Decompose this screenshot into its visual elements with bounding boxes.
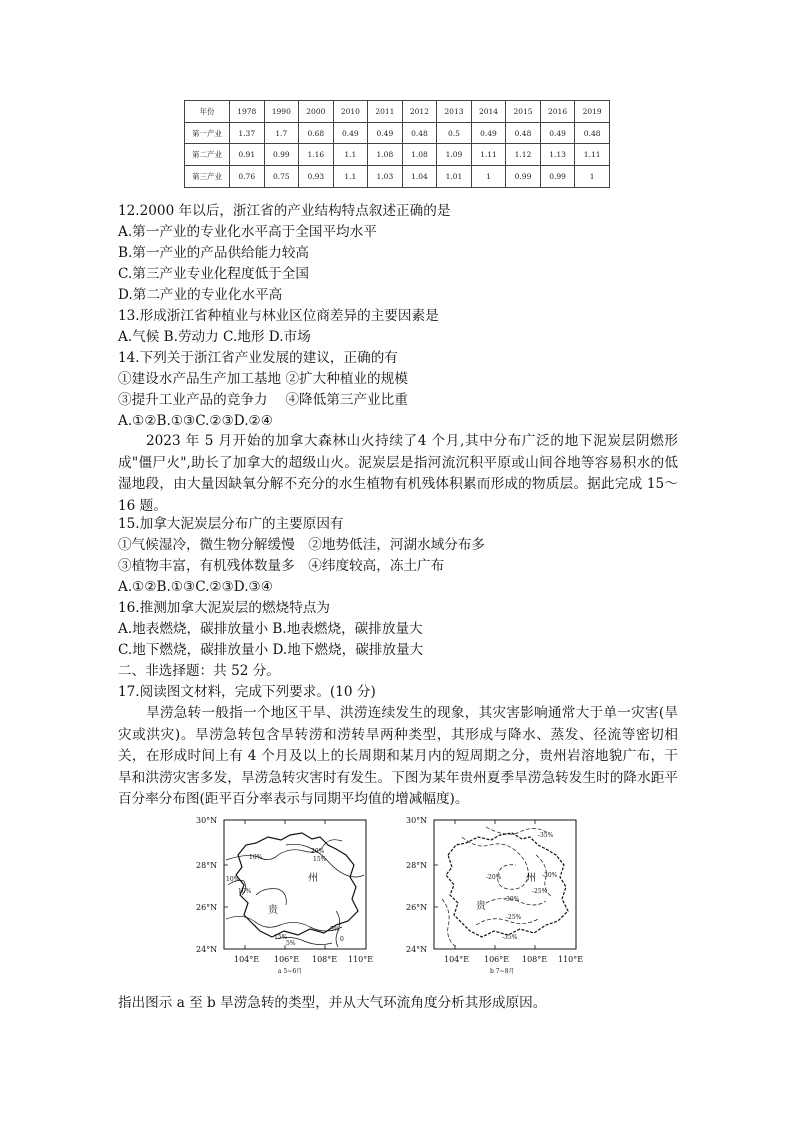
- question-12-stem: 12.2000 年以后，浙江省的产业结构特点叙述正确的是: [118, 203, 451, 219]
- table-cell: 0.48: [575, 122, 610, 144]
- map-a-caption: a 5~6月: [278, 968, 303, 975]
- lon-label: 108°E: [522, 955, 548, 964]
- lon-label: 110°E: [558, 955, 584, 964]
- contour-label: 20%: [311, 848, 325, 855]
- question-12-option-b: B.第一产业的产品供给能力较高: [118, 245, 310, 261]
- table-cell: 1.08: [402, 144, 437, 166]
- precipitation-anomaly-maps: [186, 815, 606, 985]
- question-14-line-2: ③提升工业产品的竞争力 ④降低第三产业比重: [118, 392, 408, 408]
- table-header-cell: 2015: [506, 101, 541, 123]
- map-b-caption: b 7~8月: [490, 968, 515, 975]
- question-13-stem: 13.形成浙江省种植业与林业区位商差异的主要因素是: [118, 308, 439, 324]
- contour-label: -35%: [538, 832, 554, 839]
- question-13-options: A.气候 B.劳动力 C.地形 D.市场: [118, 329, 311, 345]
- question-14-line-1: ①建设水产品生产加工基地 ②扩大种植业的规模: [118, 371, 408, 387]
- contour-label: 15%: [313, 856, 327, 863]
- table-cell: 1: [575, 166, 610, 188]
- lat-label: 28°N: [406, 861, 428, 870]
- table-cell: 0.93: [299, 166, 334, 188]
- question-16-stem: 16.推测加拿大泥炭层的燃烧特点为: [118, 600, 330, 616]
- region-label: 州: [308, 873, 318, 884]
- question-15-line-2: ③植物丰富，有机残体数量多 ④纬度较高，冻土广布: [118, 558, 445, 574]
- industry-quotient-table: [184, 100, 610, 188]
- table-cell: 0.49: [471, 122, 506, 144]
- region-label: 贵: [476, 901, 486, 912]
- region-label: 贵: [268, 905, 278, 916]
- passage-peat-fire: 2023 年 5 月开始的加拿大森林山火持续了4 个月,其中分布广泛的地下泥炭层阴燃形成"僵尸火",助长了加拿大的超级山火。泥炭层是指河流沉积平原或山间谷地等容易积水的低湿地段，由大量因缺氧分解不充分的水生植物有机残体积累而形成的物质层。据此完成 15～16 题。: [118, 433, 678, 514]
- map-b: [406, 816, 583, 975]
- table-cell: 0.49: [540, 122, 575, 144]
- table-cell: 0.48: [402, 122, 437, 144]
- table-cell: 0.48: [506, 122, 541, 144]
- table-cell: 0.68: [299, 122, 334, 144]
- table-header-cell: 2010: [333, 101, 368, 123]
- contour-label: -20%: [486, 874, 502, 881]
- table-row: [185, 166, 610, 188]
- lon-label: 106°E: [484, 955, 510, 964]
- table-cell: 1.16: [299, 144, 334, 166]
- table-header-cell: 2000: [299, 101, 334, 123]
- contour-label: 10%: [238, 888, 252, 895]
- question-15-line-1: ①气候湿冷，微生物分解缓慢 ②地势低洼，河湖水域分布多: [118, 537, 486, 553]
- table-cell: 1.7: [264, 122, 299, 144]
- table-cell: 0.99: [264, 144, 299, 166]
- table-cell: 1.1: [333, 166, 368, 188]
- table-cell: 0.49: [368, 122, 403, 144]
- table-cell: 1.01: [437, 166, 472, 188]
- question-17-stem: 17.阅读图文材料，完成下列要求。(10 分): [118, 684, 376, 700]
- table-cell: 1.1: [333, 144, 368, 166]
- contour-label: -30%: [504, 896, 520, 903]
- table-header-cell: 2013: [437, 101, 472, 123]
- table-cell: 1: [471, 166, 506, 188]
- table-cell: 0.99: [540, 166, 575, 188]
- table-header-cell: 2016: [540, 101, 575, 123]
- row-label: 第二产业: [185, 144, 230, 166]
- lon-label: 110°E: [348, 955, 374, 964]
- lat-label: 26°N: [196, 903, 218, 912]
- guizhou-boundary-b: [446, 833, 568, 937]
- lat-label: 28°N: [196, 861, 218, 870]
- table-header-cell: 2019: [575, 101, 610, 123]
- lat-label: 30°N: [406, 816, 428, 825]
- question-12-option-d: D.第二产业的专业化水平高: [118, 287, 283, 303]
- contour-label: 15%: [274, 934, 288, 941]
- table-row: [185, 144, 610, 166]
- table-header-cell: 年份: [185, 101, 230, 123]
- lat-label: 24°N: [196, 945, 218, 954]
- table-row: [185, 122, 610, 144]
- row-label: 第一产业: [185, 122, 230, 144]
- lon-label: 106°E: [274, 955, 300, 964]
- lon-label: 108°E: [312, 955, 338, 964]
- table-cell: 0.75: [264, 166, 299, 188]
- table-cell: 1.11: [471, 144, 506, 166]
- region-label: 州: [526, 873, 536, 884]
- maps-figure: [186, 815, 606, 985]
- contour-label: -25%: [506, 914, 522, 921]
- lon-label: 104°E: [234, 955, 260, 964]
- contour-label: 5%: [330, 926, 340, 933]
- question-17-task: 指出图示 a 至 b 旱涝急转的类型，并从大气环流角度分析其形成原因。: [118, 995, 547, 1011]
- question-16-line-1: A.地表燃烧，碳排放量小 B.地表燃烧，碳排放量大: [118, 621, 423, 637]
- table-cell: 0.99: [506, 166, 541, 188]
- question-14-options: A.①②B.①③C.②③D.②④: [118, 413, 273, 429]
- table-header-cell: 2011: [368, 101, 403, 123]
- table-header-cell: 2014: [471, 101, 506, 123]
- table-header-cell: 1990: [264, 101, 299, 123]
- question-17-passage: 旱涝急转一般指一个地区干旱、洪涝连续发生的现象，其灾害影响通常大于单一灾害(旱灾或洪灾)。旱涝急转包含旱转涝和涝转旱两种类型，其形成与降水、蒸发、径流等密切相关，在形成时间上有 4 个月及以上的长周期和某月内的短周期之分，贵州岩溶地貌广布，干旱和洪涝灾害多发，旱涝急转灾害时有发生。下图为某年贵州夏季旱涝急转发生时的降水距平百分率分布图(距平百分率表示与同期平均值的增减幅度)。: [118, 705, 678, 807]
- table-cell: 1.11: [575, 144, 610, 166]
- table-cell: 1.37: [230, 122, 265, 144]
- contour-label: -30%: [542, 872, 558, 879]
- question-12-option-c: C.第三产业专业化程度低于全国: [118, 266, 309, 282]
- question-16-line-2: C.地下燃烧，碳排放量小 D.地下燃烧，碳排放量大: [118, 642, 424, 658]
- table-cell: 1.12: [506, 144, 541, 166]
- table-header-row: [185, 101, 610, 123]
- table-cell: 0.5: [437, 122, 472, 144]
- contour-label: -35%: [502, 934, 518, 941]
- table-cell: 0.76: [230, 166, 265, 188]
- question-15-stem: 15.加拿大泥炭层分布广的主要原因有: [118, 516, 344, 532]
- section-heading: 二、非选择题：共 52 分。: [118, 663, 280, 679]
- lon-label: 104°E: [444, 955, 470, 964]
- contour-label: 0: [340, 936, 344, 943]
- table-cell: 0.91: [230, 144, 265, 166]
- table-cell: 1.08: [368, 144, 403, 166]
- lat-label: 26°N: [406, 903, 428, 912]
- contour-label: -25%: [532, 888, 548, 895]
- contour-label: 5%: [286, 940, 296, 947]
- row-label: 第三产业: [185, 166, 230, 188]
- question-15-options: A.①②B.①③C.②③D.③④: [118, 579, 273, 595]
- question-12-option-a: A.第一产业的专业化水平高于全国平均水平: [118, 224, 377, 240]
- table-cell: 0.49: [333, 122, 368, 144]
- contour-label: 10%: [249, 854, 263, 861]
- table-cell: 1.03: [368, 166, 403, 188]
- table-header-cell: 2012: [402, 101, 437, 123]
- map-a: [196, 816, 373, 975]
- table-header-cell: 1978: [230, 101, 265, 123]
- table-cell: 1.04: [402, 166, 437, 188]
- table-cell: 1.13: [540, 144, 575, 166]
- question-14-stem: 14.下列关于浙江省产业发展的建议，正确的有: [118, 350, 398, 366]
- table-cell: 1.09: [437, 144, 472, 166]
- contour-label: 10%: [226, 876, 240, 883]
- lat-label: 30°N: [196, 816, 218, 825]
- lat-label: 24°N: [406, 945, 428, 954]
